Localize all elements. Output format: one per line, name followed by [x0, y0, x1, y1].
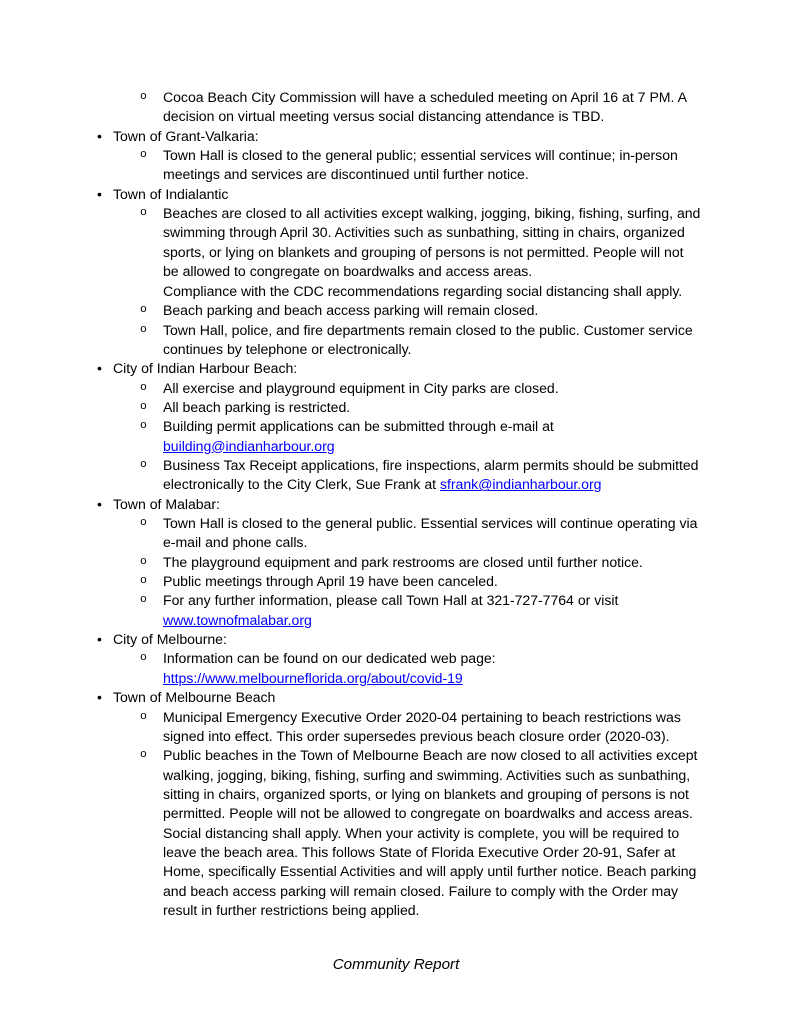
bullet-circle-icon: o: [140, 381, 147, 394]
list-item-text: [163, 204, 701, 281]
list-item-text: [163, 572, 701, 591]
section-heading-item: [97, 688, 701, 920]
list-item-level2: [97, 398, 701, 417]
section-heading-text: Town of Melbourne Beach: [113, 689, 276, 706]
bullet-circle-icon: o: [140, 594, 147, 607]
item-text-run: Public beaches in the Town of Melbourne Beach are now closed to all activities except walking, jogging, biking, fishing, surfing and swimming. Activities such as sunbathing, sitting in chairs, organized sports, or lying on blankets and grouping of persons is not permitted. People will not be allowed to congregate on boardwalks and access areas. Social distancing shall apply. When your activity is complete, you will be required to leave the beach area. This follows State of Florida Executive Order 20-91, Safer at Home, specifically Essential Activities and will apply until further notice. Beach parking and beach access parking will remain closed. Failure to comply with the Order may result in further restrictions being applied.: [163, 747, 698, 918]
bullet-circle-icon: o: [140, 555, 147, 568]
bullet-circle-icon: o: [140, 91, 147, 103]
bullet-circle-icon: o: [140, 517, 147, 530]
list-item-text: [163, 649, 701, 688]
bullet-dot-icon: •: [97, 689, 102, 706]
bullet-list-level2: [97, 649, 701, 688]
bullet-circle-icon: o: [140, 459, 147, 472]
item-text-run: Cocoa Beach City Commission will have a scheduled meeting on April 16 at 7 PM. A decision on virtual meeting versus social distancing attendance is TBD.: [163, 89, 687, 125]
document-body: [97, 88, 701, 920]
list-item-text: [163, 591, 701, 630]
bullet-circle-icon: o: [140, 323, 147, 336]
list-item-text: [163, 514, 701, 553]
list-item-level2: [97, 572, 701, 591]
bullet-circle-icon: o: [140, 575, 147, 588]
list-item-text: [163, 321, 701, 360]
bullet-dot-icon: •: [97, 127, 102, 144]
section-heading-text: City of Indian Harbour Beach:: [113, 360, 298, 377]
bullet-list-level2: [97, 379, 701, 495]
list-item-level2: [97, 146, 701, 185]
hyperlink[interactable]: www.townofmalabar.org: [163, 611, 312, 628]
list-item-text: [163, 708, 701, 747]
list-item-text-continued: Compliance with the CDC recommendations regarding social distancing shall apply.: [163, 282, 683, 299]
item-text-run: For any further information, please call Town Hall at 321-727-7764 or visit: [163, 592, 619, 609]
item-text-run: Public meetings through April 19 have been canceled.: [163, 573, 498, 590]
item-text-run: All beach parking is restricted.: [163, 399, 351, 415]
bullet-list-level2: [97, 146, 701, 185]
page-footer: Community Report: [332, 956, 460, 973]
bullet-dot-icon: •: [97, 185, 102, 202]
list-item-level2: [97, 746, 701, 920]
list-item-level2: [97, 649, 701, 688]
list-item-level2: [97, 321, 701, 360]
bullet-circle-icon: o: [140, 207, 147, 220]
item-text-run: Information can be found on our dedicated web page:: [163, 650, 496, 667]
bullet-list-root: [97, 88, 701, 920]
item-text-run: Municipal Emergency Executive Order 2020-04 pertaining to beach restrictions was signed into effect. This order supersedes previous beach closure order (2020-03).: [163, 708, 681, 744]
list-item-text: [163, 398, 701, 417]
list-item-text: [163, 88, 701, 127]
section-heading-item: [97, 185, 701, 360]
bullet-dot-icon: •: [97, 631, 102, 648]
list-item-level2: [97, 553, 701, 572]
bullet-list-level2: [97, 708, 701, 921]
list-item-text: [163, 553, 701, 572]
section-heading-item: [97, 495, 701, 630]
section-heading-item: [97, 359, 701, 494]
item-text-run: Building permit applications can be submitted through e-mail at: [163, 418, 554, 435]
list-item-level2: [97, 379, 701, 398]
item-text-run: Beach parking and beach access parking will remain closed.: [163, 302, 539, 319]
list-item-level2: [97, 204, 701, 301]
section-heading-text: Town of Malabar:: [113, 495, 220, 512]
hyperlink[interactable]: sfrank@indianharbour.org: [440, 476, 602, 493]
list-item-text: [163, 456, 701, 495]
list-item-text: [163, 301, 701, 320]
list-item-level2: [97, 514, 701, 553]
item-text-run: All exercise and playground equipment in City parks are closed.: [163, 379, 559, 396]
item-text-run: Town Hall, police, and fire departments remain closed to the public. Customer service continues by telephone or electronically.: [163, 321, 693, 357]
list-item-level2: [97, 417, 701, 456]
bullet-circle-icon: o: [140, 652, 147, 665]
item-text-run: The playground equipment and park restrooms are closed until further notice.: [163, 553, 643, 570]
list-item-text: [163, 379, 701, 398]
section-heading-text: Town of Indialantic: [113, 185, 229, 202]
bullet-list-level2: [97, 204, 701, 359]
bullet-circle-icon: o: [140, 304, 147, 317]
bullet-circle-icon: o: [140, 420, 147, 433]
section-heading-text: City of Melbourne:: [113, 631, 227, 648]
item-text-run: Beaches are closed to all activities except walking, jogging, biking, fishing, surfing, and swimming through April 30. Activities such as sunbathing, sitting in chairs, organized sports, or lying on blankets and grouping of persons is not permitted. People will not be allowed to congregate on boardwalks and access areas.: [163, 205, 701, 280]
bullet-circle-icon: o: [140, 749, 147, 762]
bullet-circle-icon: o: [140, 149, 147, 162]
bullet-circle-icon: o: [140, 401, 147, 413]
bullet-dot-icon: •: [97, 495, 102, 512]
list-item-level2: [97, 456, 701, 495]
item-text-run: Town Hall is closed to the general public. Essential services will continue operating via e-mail and phone calls.: [163, 515, 698, 551]
list-item-level2: [97, 591, 701, 630]
bullet-circle-icon: o: [140, 710, 147, 723]
section-heading-item: [97, 630, 701, 688]
bullet-list-level2: [97, 514, 701, 630]
list-item-text: [163, 417, 701, 456]
bullet-dot-icon: •: [97, 360, 102, 377]
hyperlink[interactable]: building@indianharbour.org: [163, 437, 335, 454]
item-text-run: Town Hall is closed to the general public; essential services will continue; in-person meetings and services are discontinued until further notice.: [163, 147, 678, 183]
section-heading-item: [97, 127, 701, 185]
item-text-run: Business Tax Receipt applications, fire inspections, alarm permits should be submitted electronically to the City Clerk, Sue Frank at: [163, 457, 699, 493]
list-item-level2: [97, 708, 701, 747]
list-item-level2: [97, 88, 701, 127]
list-item-text: [163, 146, 701, 185]
hyperlink[interactable]: https://www.melbourneflorida.org/about/covid-19: [163, 669, 463, 686]
list-item-text: [163, 746, 701, 920]
section-heading-text: Town of Grant-Valkaria:: [113, 127, 259, 144]
list-item-level2: [97, 301, 701, 320]
